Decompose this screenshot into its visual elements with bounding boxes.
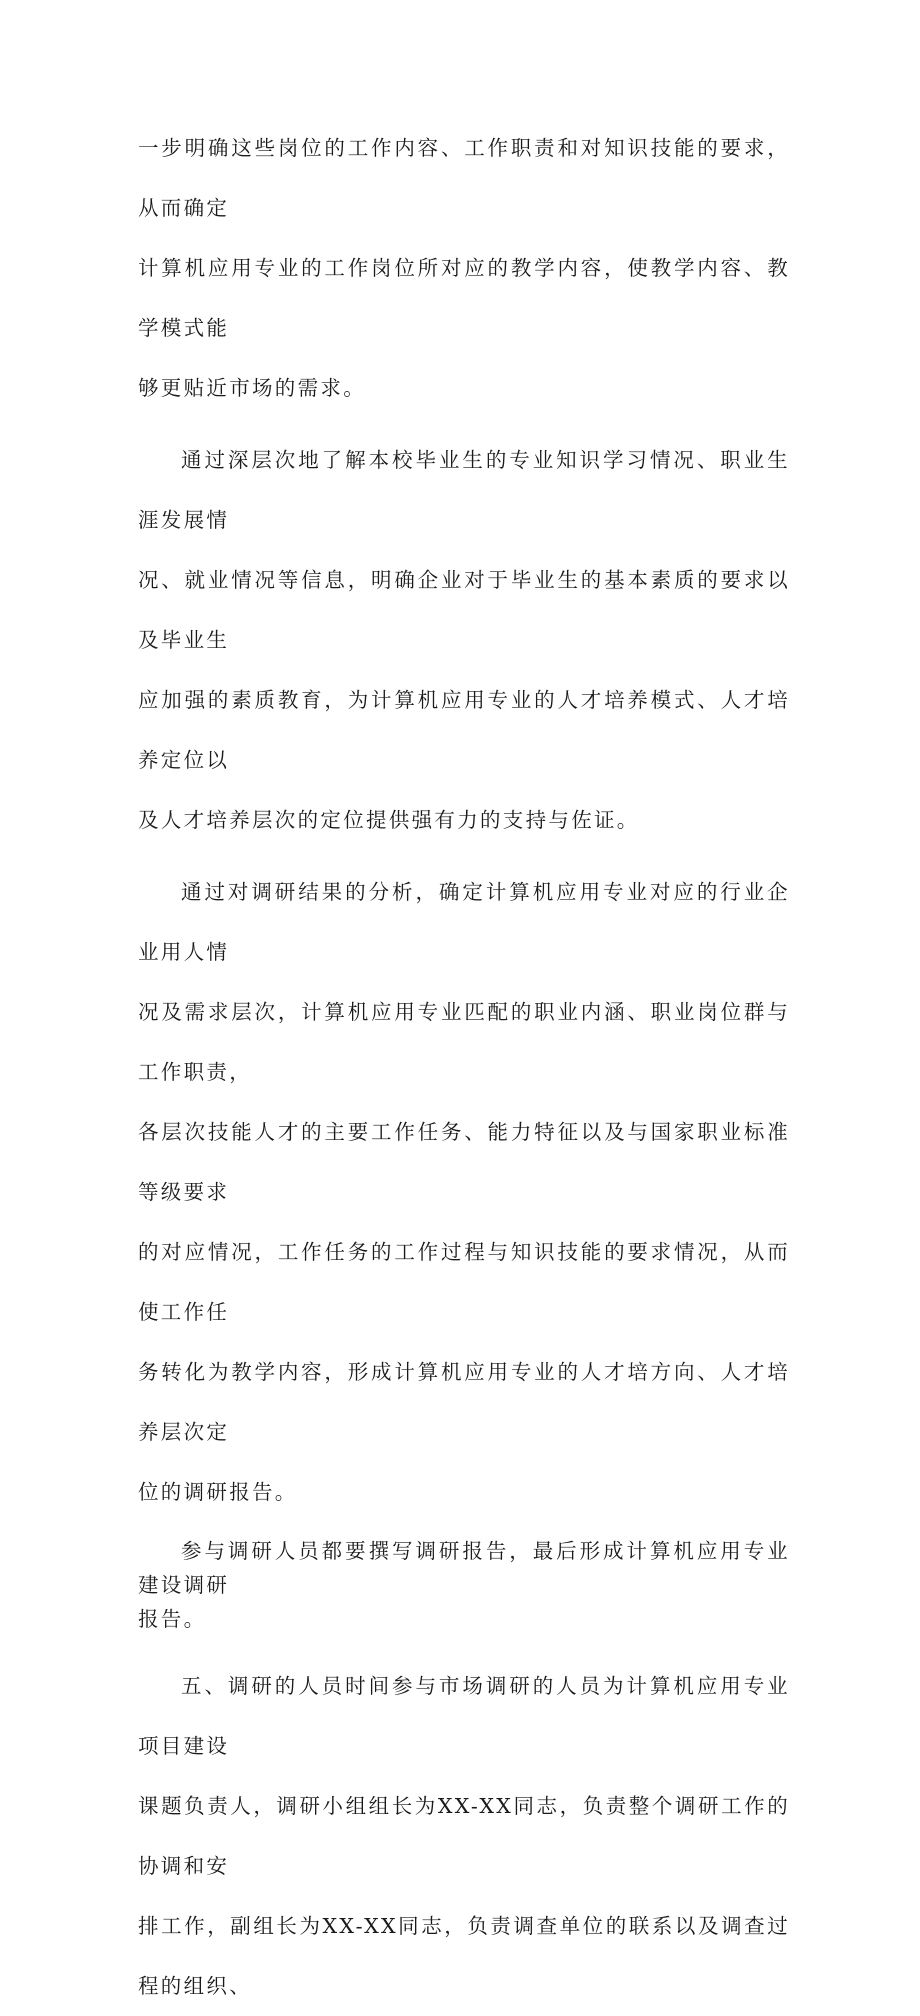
paragraph-2 bbox=[138, 430, 790, 850]
text-line: 参与调研人员都要撰写调研报告，最后形成计算机应用专业建设调研 bbox=[138, 1539, 790, 1597]
text-line: 应加强的素质教育，为计算机应用专业的人才培养模式、人才培养定位以 bbox=[138, 688, 790, 772]
text-line: 够更贴近市场的需求。 bbox=[138, 376, 366, 400]
text-line: 各层次技能人才的主要工作任务、能力特征以及与国家职业标准等级要求 bbox=[138, 1120, 790, 1204]
text-line: 通过深层次地了解本校毕业生的专业知识学习情况、职业生涯发展情 bbox=[138, 448, 790, 532]
text-line: 位的调研报告。 bbox=[138, 1480, 298, 1504]
text-line: 及人才培养层次的定位提供强有力的支持与佐证。 bbox=[138, 808, 640, 832]
text-line: 五、调研的人员时间参与市场调研的人员为计算机应用专业项目建设 bbox=[138, 1674, 790, 1758]
text-line: 一步明确这些岗位的工作内容、工作职责和对知识技能的要求，从而确定 bbox=[138, 136, 790, 220]
paragraph-3 bbox=[138, 862, 790, 1522]
paragraph-5 bbox=[138, 1656, 790, 2016]
document-page bbox=[138, 118, 790, 2016]
text-line: 排工作，副组长为XX-XX同志，负责调查单位的联系以及调查过程的组织、 bbox=[138, 1914, 790, 1998]
text-line: 况、就业情况等信息，明确企业对于毕业生的基本素质的要求以及毕业生 bbox=[138, 568, 790, 652]
paragraph-4 bbox=[138, 1534, 790, 1636]
paragraph-1 bbox=[138, 118, 790, 418]
text-line: 务转化为教学内容，形成计算机应用专业的人才培方向、人才培养层次定 bbox=[138, 1360, 790, 1444]
text-line: 计算机应用专业的工作岗位所对应的教学内容，使教学内容、教学模式能 bbox=[138, 256, 790, 340]
text-line: 通过对调研结果的分析，确定计算机应用专业对应的行业企业用人情 bbox=[138, 880, 790, 964]
text-line: 况及需求层次，计算机应用专业匹配的职业内涵、职业岗位群与工作职责， bbox=[138, 1000, 790, 1084]
text-line: 的对应情况，工作任务的工作过程与知识技能的要求情况，从而使工作任 bbox=[138, 1240, 790, 1324]
text-line: 课题负责人，调研小组组长为XX-XX同志，负责整个调研工作的协调和安 bbox=[138, 1794, 790, 1878]
text-line: 报告。 bbox=[138, 1607, 207, 1631]
